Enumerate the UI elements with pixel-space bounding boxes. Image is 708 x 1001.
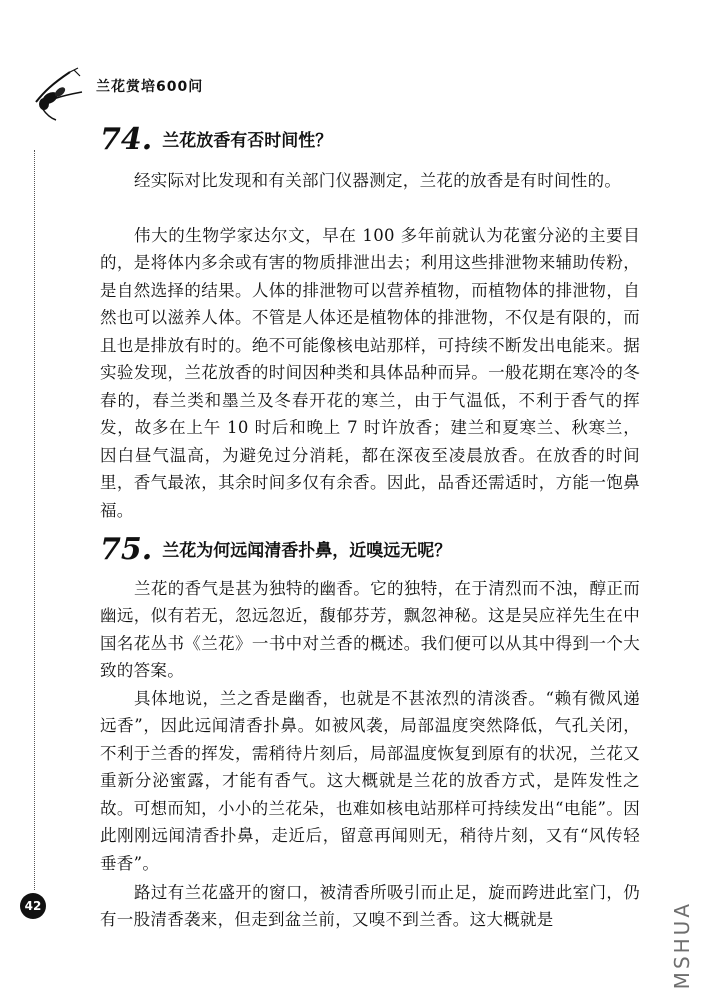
question-title: 兰花为何远闻清香扑鼻，近嗅远无呢？ — [162, 541, 452, 561]
question-title: 兰花放香有否时间性？ — [162, 131, 333, 151]
watermark: MSHUA — [670, 900, 694, 989]
question-number: 75. — [100, 532, 153, 567]
page-number: 42 — [20, 893, 46, 919]
running-header — [30, 62, 230, 122]
margin-dotted-rule — [34, 150, 35, 890]
orchid-sprig-icon — [30, 62, 90, 122]
answer-75-paragraph-1: 兰花的香气是甚为独特的幽香。它的独特，在于清烈而不浊，醇正而幽远，似有若无，忽远忽近，馥郁芬芳，飘忽神秘。这是吴应祥先生在中国名花丛书《兰花》一书中对兰香的概述。我们便可以从其中得到一个大致的答案。 — [100, 578, 640, 680]
answer-75-paragraph-3: 路过有兰花盛开的窗口，被清香所吸引而止足，旋而跨进此室门，仍有一股清香袭来，但走到盆兰前，又嗅不到兰香。这大概就是 — [100, 882, 640, 929]
question-75-heading — [100, 532, 451, 567]
answer-75-paragraph-2: 具体地说，兰之香是幽香，也就是不甚浓烈的清淡香。“赖有微风递远香”，因此远闻清香扑鼻。如被风袭，局部温度突然降低，气孔关闭，不利于兰香的挥发，需稍待片刻后，局部温度恢复到原有的状况，兰花又重新分泌蜜露，才能有香气。这大概就是兰花的放香方式，是阵发性之故。可想而知，小小的兰花朵，也难如核电站那样可持续发出“电能”。因此刚刚远闻清香扑鼻，走近后，留意再闻则无，稍待片刻，又有“风传轻垂香”。 — [100, 688, 640, 873]
answer-74-paragraph-1: 经实际对比发现和有关部门仪器测定，兰花的放香是有时间性的。 — [134, 170, 622, 190]
question-number: 74. — [100, 122, 153, 157]
answer-74-paragraph-2: 伟大的生物学家达尔文，早在 100 多年前就认为花蜜分泌的主要目的，是将体内多余或有害的物质排泄出去；利用这些排泄物来辅助传粉，是自然选择的结果。人体的排泄物可以营养植物，而植物体的排泄物，自然也可以滋养人体。不管是人体还是植物体的排泄物，不仅是有限的，而且也是排放有时的。绝不可能像核电站那样，可持续不断发出电能来。据实验发现，兰花放香的时间因种类和具体品种而异。一般花期在寒冷的冬春的，春兰类和墨兰及冬春开花的寒兰，由于气温低，不利于香气的挥发，故多在上午 10 时后和晚上 7 时许放香；建兰和夏寒兰、秋寒兰，因白昼气温高，为避免过分消耗，都在深夜至凌晨放香。在放香的时间里，香气最浓，其余时间多仅有余香。因此，品香还需适时，方能一饱鼻福。 — [100, 225, 640, 520]
running-header-title: 兰花赏培600问 — [96, 79, 204, 95]
question-74-heading — [100, 122, 332, 157]
